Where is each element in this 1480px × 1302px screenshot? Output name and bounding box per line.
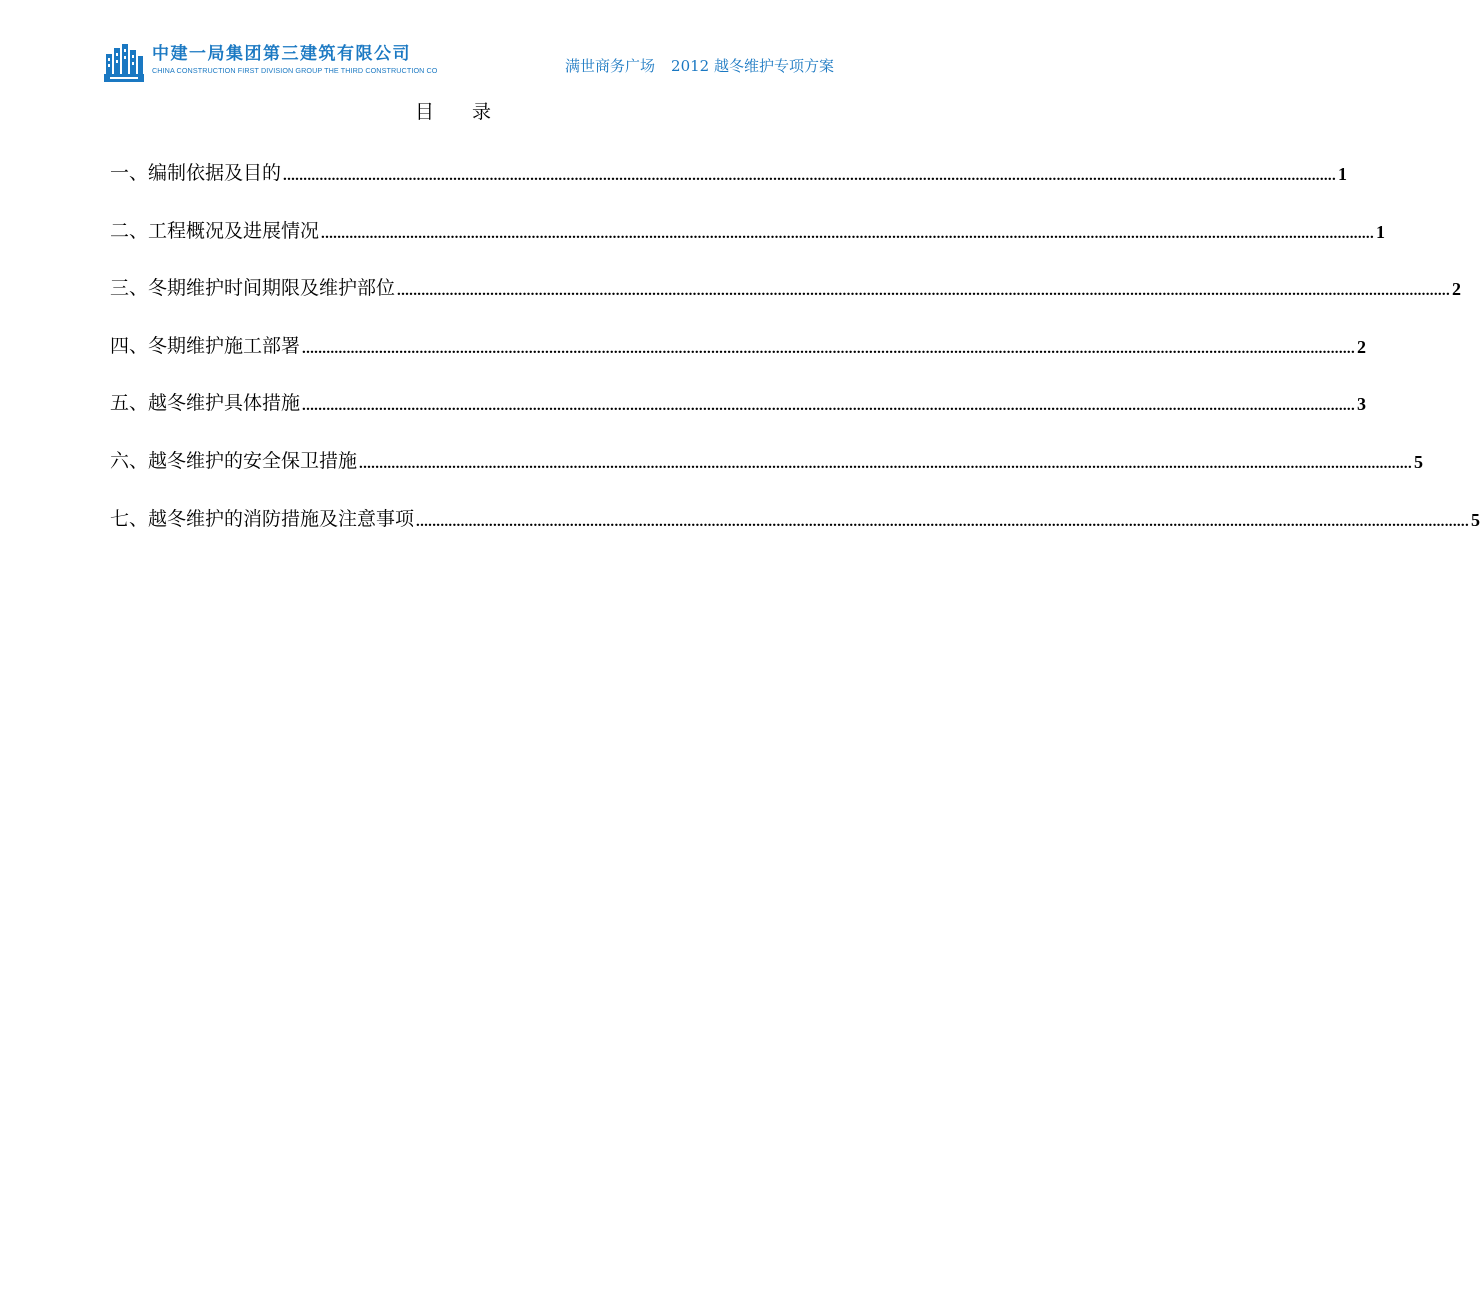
company-name-en: CHINA CONSTRUCTION FIRST DIVISION GROUP THE THIRD CONSTRUCTION CO [152, 66, 438, 75]
page-header [104, 42, 834, 84]
toc-entry-label: 四、冬期维护施工部署 [110, 334, 301, 357]
project-title [565, 55, 834, 76]
toc-entry-page: 5 [1414, 451, 1424, 472]
toc-entry[interactable] [110, 443, 1424, 473]
cscec-building-logo [104, 44, 144, 82]
toc-entry-label: 六、越冬维护的安全保卫措施 [110, 449, 358, 472]
toc-entry[interactable] [110, 155, 1348, 185]
toc-entry-label: 二、工程概况及进展情况 [110, 219, 320, 242]
toc-entry-page: 1 [1338, 164, 1348, 184]
toc-entry[interactable] [110, 501, 1480, 531]
toc-dot-leader: .................................................................................................................................................................................................................................................................... [359, 455, 1413, 472]
toc-entry-label: 七、越冬维护的消防措施及注意事项 [110, 507, 415, 530]
toc-title: 目录 [414, 101, 529, 123]
toc-entry-page: 1 [1376, 221, 1386, 242]
toc-dot-leader: .................................................................................................................................................................................................................................................................... [302, 398, 1356, 415]
table-of-contents [110, 155, 1480, 558]
toc-entry[interactable] [110, 270, 1462, 300]
toc-dot-leader: .................................................................................................................................................................................................................................................................... [283, 168, 1337, 184]
toc-dot-leader: .................................................................................................................................................................................................................................................................... [416, 513, 1470, 530]
document-name: 2012 越冬维护专项方案 [671, 57, 834, 75]
toc-entry-label: 一、编制依据及目的 [110, 162, 282, 184]
toc-dot-leader: .................................................................................................................................................................................................................................................................... [397, 283, 1451, 300]
toc-entry-label: 五、越冬维护具体措施 [110, 392, 301, 415]
toc-entry[interactable] [110, 213, 1386, 243]
toc-entry[interactable] [110, 328, 1367, 358]
toc-entry-page: 2 [1357, 336, 1367, 357]
company-name-cn: 中建一局集团第三建筑有限公司 [152, 44, 411, 64]
project-name: 满世商务广场 [565, 57, 656, 75]
toc-entry-label: 三、冬期维护时间期限及维护部位 [110, 277, 396, 300]
toc-dot-leader: .................................................................................................................................................................................................................................................................... [321, 225, 1375, 242]
toc-dot-leader: .................................................................................................................................................................................................................................................................... [302, 340, 1356, 357]
company-block [152, 44, 439, 75]
toc-entry[interactable] [110, 385, 1367, 415]
toc-entry-page: 2 [1452, 279, 1462, 300]
toc-entry-page: 3 [1357, 394, 1367, 415]
toc-entry-page: 5 [1471, 509, 1480, 530]
